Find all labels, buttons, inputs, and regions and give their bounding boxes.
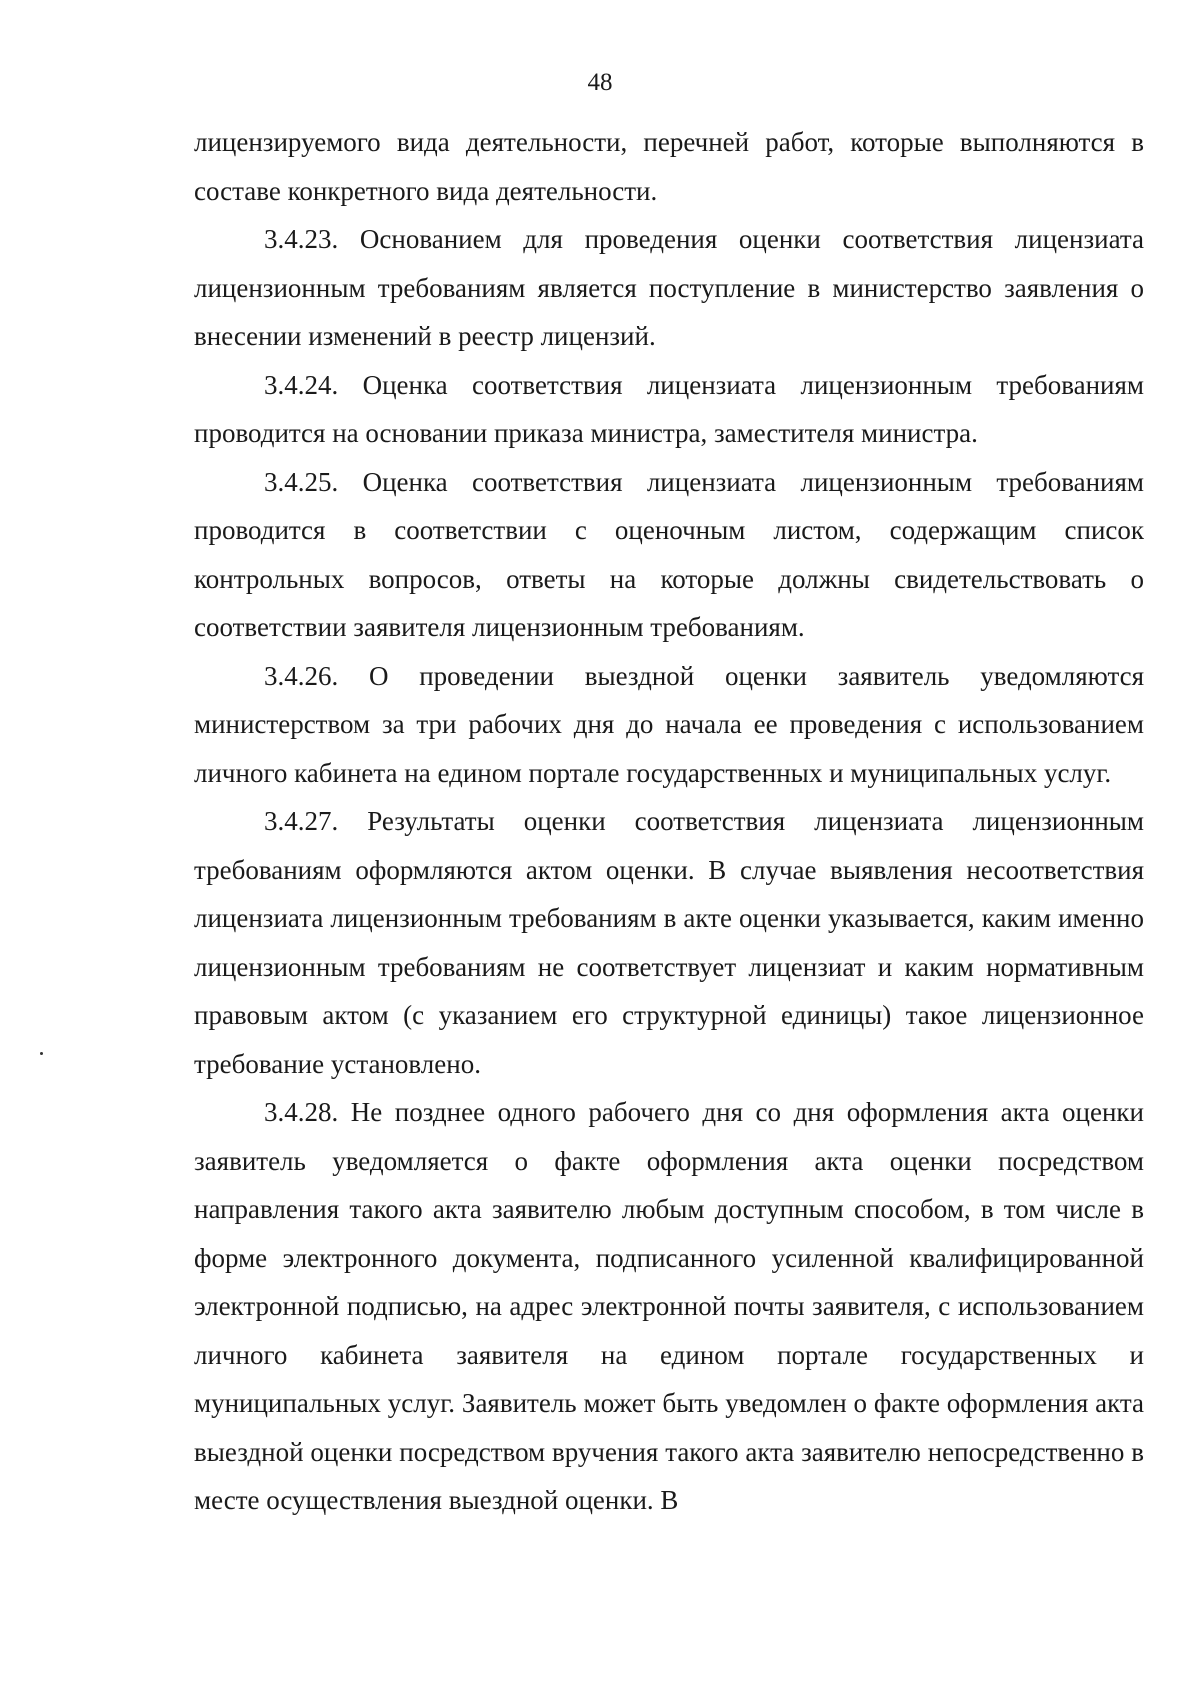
paragraph-3-4-25: 3.4.25. Оценка соответствия лицензиата лицензионным требованиям проводится в соответствии с оценочным листом, содержащим список контрольных вопросов, ответы на которые должны свидетельствовать о соответствии заявителя лицензионным требованиям. xyxy=(194,466,1144,642)
paragraph-3-4-26: 3.4.26. О проведении выездной оценки заявитель уведомляются министерством за три рабочих дня до начала ее проведения с использованием личного кабинета на едином портале государственных и муниципальных услуг. xyxy=(194,660,1144,788)
paragraph-3-4-24: 3.4.24. Оценка соответствия лицензиата лицензионным требованиям проводится на основании приказа министра, заместителя министра. xyxy=(194,369,1144,448)
paragraph-continuation: лицензируемого вида деятельности, перечней работ, которые выполняются в составе конкретного вида деятельности. xyxy=(194,127,1144,206)
document-body xyxy=(194,118,1144,1525)
page-number: 48 xyxy=(587,69,613,96)
margin-mark xyxy=(40,1052,43,1055)
paragraph-3-4-27: 3.4.27. Результаты оценки соответствия лицензиата лицензионным требованиям оформляются актом оценки. В случае выявления несоответствия лицензиата лицензионным требованиям в акте оценки указывается, каким именно лицензионным требованиям не соответствует лицензиат и каким нормативным правовым актом (с указанием его структурной единицы) такое лицензионное требование установлено. xyxy=(194,806,1144,1079)
paragraph-3-4-23: 3.4.23. Основанием для проведения оценки соответствия лицензиата лицензионным требованиям является поступление в министерство заявления о внесении изменений в реестр лицензий. xyxy=(194,224,1144,351)
paragraph-3-4-28: 3.4.28. Не позднее одного рабочего дня со дня оформления акта оценки заявитель уведомляется о факте оформления акта оценки посредством направления такого акта заявителю любым доступным способом, в том числе в форме электронного документа, подписанного усиленной квалифицированной электронной подписью, на адрес электронной почты заявителя, с использованием личного кабинета заявителя на едином портале государственных и муниципальных услуг. Заявитель может быть уведомлен о факте оформления акта выездной оценки посредством вручения такого акта заявителю непосредственно в месте осуществления выездной оценки. В xyxy=(194,1097,1144,1515)
